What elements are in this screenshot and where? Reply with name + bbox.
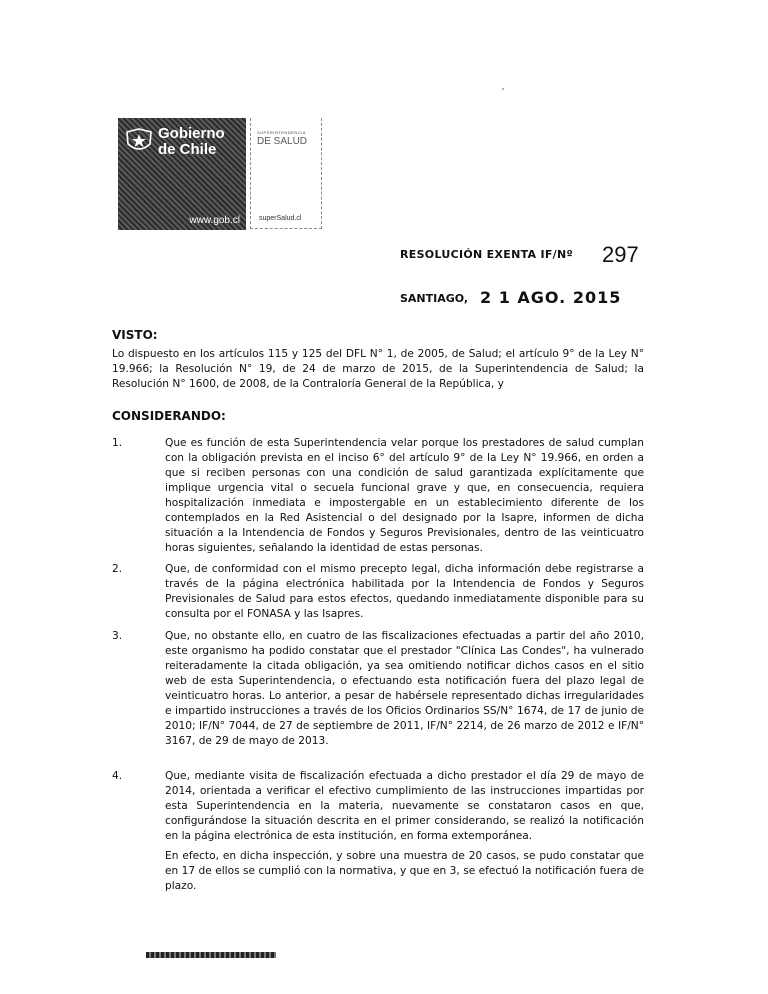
gobierno-de-chile-logo xyxy=(118,118,246,230)
superintendencia-name: DE SALUD xyxy=(257,136,308,147)
date-stamp: 2 1 AGO. 2015 xyxy=(480,288,622,307)
item-number: 3. xyxy=(112,630,123,642)
item-number: 2. xyxy=(112,563,123,575)
considerando-followup: En efecto, en dicha inspección, y sobre una muestra de 20 casos, se pudo constatar que en 17 de ellos se cumplió con la normativa, y que en 3, se efectuó la notificación fuera de plazo. xyxy=(165,850,644,892)
footer-barcode xyxy=(146,952,276,958)
city-label: SANTIAGO, xyxy=(400,292,469,305)
visto-text: Lo dispuesto en los artículos 115 y 125 del DFL N° 1, de 2005, de Salud; el artículo 9° de la Ley N° 19.966; la Resolución N° 19, de 24 de marzo de 2015, de la Superintendencia de Salud; la Resolución N° 1600, de 2008, de la Contraloría General de la República, y xyxy=(112,348,644,390)
scan-speck xyxy=(502,88,504,90)
gobierno-web: www.gob.cl xyxy=(189,215,240,226)
superintendencia-logo xyxy=(250,118,322,229)
resolution-label: RESOLUCIÓN EXENTA IF/Nº xyxy=(400,248,574,261)
chile-crest-icon xyxy=(124,128,154,154)
gobierno-title: Gobierno de Chile xyxy=(158,125,225,158)
item-text: Que, de conformidad con el mismo precepto legal, dicha información debe registrarse a través de la página electrónica habilitada por la Intendencia de Fondos y Seguros Previsionales de Salud para estos efectos, quedando inmediatamente disponible para su consulta por el FONASA y las Isapres. xyxy=(165,563,644,620)
considerando-heading: CONSIDERANDO: xyxy=(112,409,226,423)
item-text: Que es función de esta Superintendencia velar porque los prestadores de salud cumplan con la obligación prevista en el inciso 6° del artículo 9° de la Ley N° 19.966, en orden a que si reciben personas con una condición de salud garantizada explícitamente que implique urgencia vital o secuela funcional grave y que, en consecuencia, requiera hospitalización inmediata e impostergable en un establecimiento diferente de los contemplados en la Red Asistencial o del designado por la Isapre, informen de dicha situación a la Intendencia de Fondos y Seguros Previsionales, dentro de las veinticuatro horas siguientes, señalando la identidad de estas personas. xyxy=(165,437,644,554)
header-logos xyxy=(118,118,322,230)
item-text: Que, mediante visita de fiscalización efectuada a dicho prestador el día 29 de mayo de 2014, orientada a verificar el efectivo cumplimiento de las instrucciones impartidas por esta Superintendencia en la materia, nuevamente se constataron casos en que, configurándose la situación descrita en el primer considerando, se realizó la notificación en la página electrónica de esta institución, en forma extemporánea. xyxy=(165,770,644,842)
superintendencia-web: superSalud.cl xyxy=(259,215,302,222)
superintendencia-label: SUPERINTENDENCIA xyxy=(257,130,306,135)
item-number: 4. xyxy=(112,770,123,782)
item-number: 1. xyxy=(112,437,123,449)
resolution-number: 297 xyxy=(602,242,639,267)
item-text: Que, no obstante ello, en cuatro de las fiscalizaciones efectuadas a partir del año 2010, este organismo ha podido constatar que el prestador "Clínica Las Condes", ha vulnerado reiteradamente la citada obligación, ya sea omitiendo notificar dichos casos en el sitio web de esta Superintendencia, o efectuando esta notificación fuera del plazo legal de veinticuatro horas. Lo anterior, a pesar de habérsele representado dichas irregularidades e impartido instrucciones a través de los Oficios Ordinarios SS/N° 1674, de 17 de junio de 2010; IF/N° 7044, de 27 de septiembre de 2011, IF/N° 2214, de 26 marzo de 2012 e IF/N° 3167, de 29 de mayo de 2013. xyxy=(165,630,644,747)
visto-heading: VISTO: xyxy=(112,328,158,342)
